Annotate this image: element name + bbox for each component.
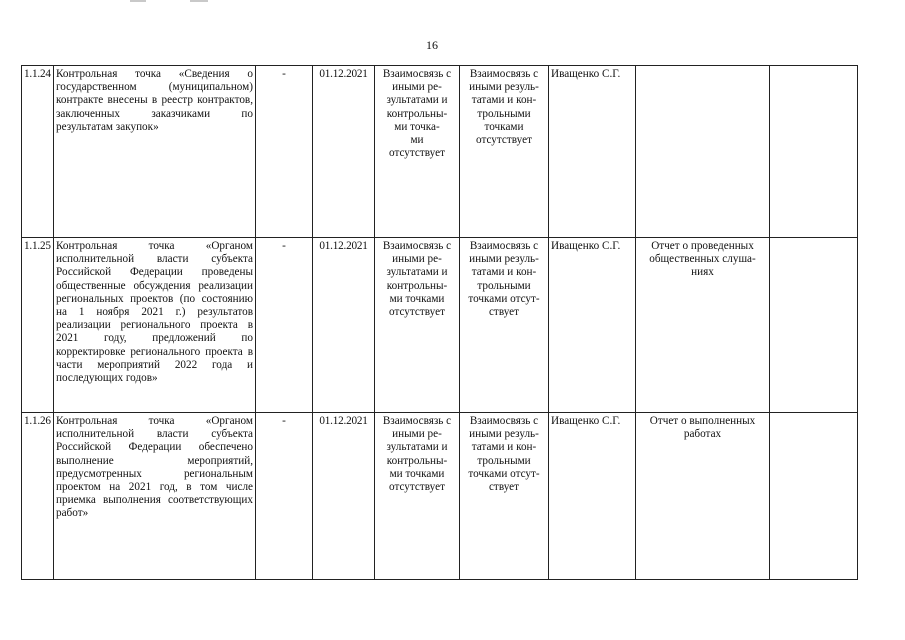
row-number: 1.1.24 (22, 66, 54, 238)
row-number: 1.1.25 (22, 238, 54, 413)
row-mark: - (256, 413, 313, 580)
row-number: 1.1.26 (22, 413, 54, 580)
row-successor: Взаимосвязь с иными резуль- татами и кон- трольными точками отсут- ствует (460, 413, 549, 580)
row-predecessor: Взаимосвязь с иными ре- зультатами и контрольны- ми точками отсутствует (375, 238, 460, 413)
control-points-table (21, 65, 858, 580)
row-mark: - (256, 66, 313, 238)
table-row (22, 413, 858, 580)
table-row (22, 66, 858, 238)
row-extra (770, 238, 858, 413)
row-predecessor: Взаимосвязь с иными ре- зультатами и контрольны- ми точка- ми отсутствует (375, 66, 460, 238)
scan-artifact (190, 0, 208, 2)
row-responsible: Иващенко С.Г. (549, 238, 636, 413)
row-date: 01.12.2021 (313, 238, 375, 413)
row-description: Контрольная точка «Сведения о государственном (муниципальном) контракте внесены в реестр контрактов, заключенных заказчиками по результатам закупок» (54, 66, 256, 238)
row-description: Контрольная точка «Органом исполнительной власти субъекта Российской Федерации обеспечено выполнение мероприятий, предусмотренных региональным проектом на 2021 год, в том числе приемка выполнения соответствующих работ» (54, 413, 256, 580)
row-extra (770, 413, 858, 580)
row-document: Отчет о выполненных работах (636, 413, 770, 580)
row-responsible: Иващенко С.Г. (549, 66, 636, 238)
row-mark: - (256, 238, 313, 413)
row-description: Контрольная точка «Органом исполнительной власти субъекта Российской Федерации проведены общественные обсуждения реализации региональных проектов (по состоянию на 1 ноября 2021 г.) результатов реализации регионального проекта в 2021 году, предложений по корректировке регионального проекта в части мероприятий 2022 года и последующих годов» (54, 238, 256, 413)
scan-artifact (130, 0, 146, 2)
page-number: 16 (426, 38, 438, 52)
row-responsible: Иващенко С.Г. (549, 413, 636, 580)
table-row (22, 238, 858, 413)
row-predecessor: Взаимосвязь с иными ре- зультатами и контрольны- ми точками отсутствует (375, 413, 460, 580)
row-date: 01.12.2021 (313, 413, 375, 580)
row-document: Отчет о проведенных общественных слуша- ниях (636, 238, 770, 413)
row-extra (770, 66, 858, 238)
row-successor: Взаимосвязь с иными резуль- татами и кон- трольными точками отсутствует (460, 66, 549, 238)
row-successor: Взаимосвязь с иными резуль- татами и кон- трольными точками отсут- ствует (460, 238, 549, 413)
row-date: 01.12.2021 (313, 66, 375, 238)
row-document (636, 66, 770, 238)
